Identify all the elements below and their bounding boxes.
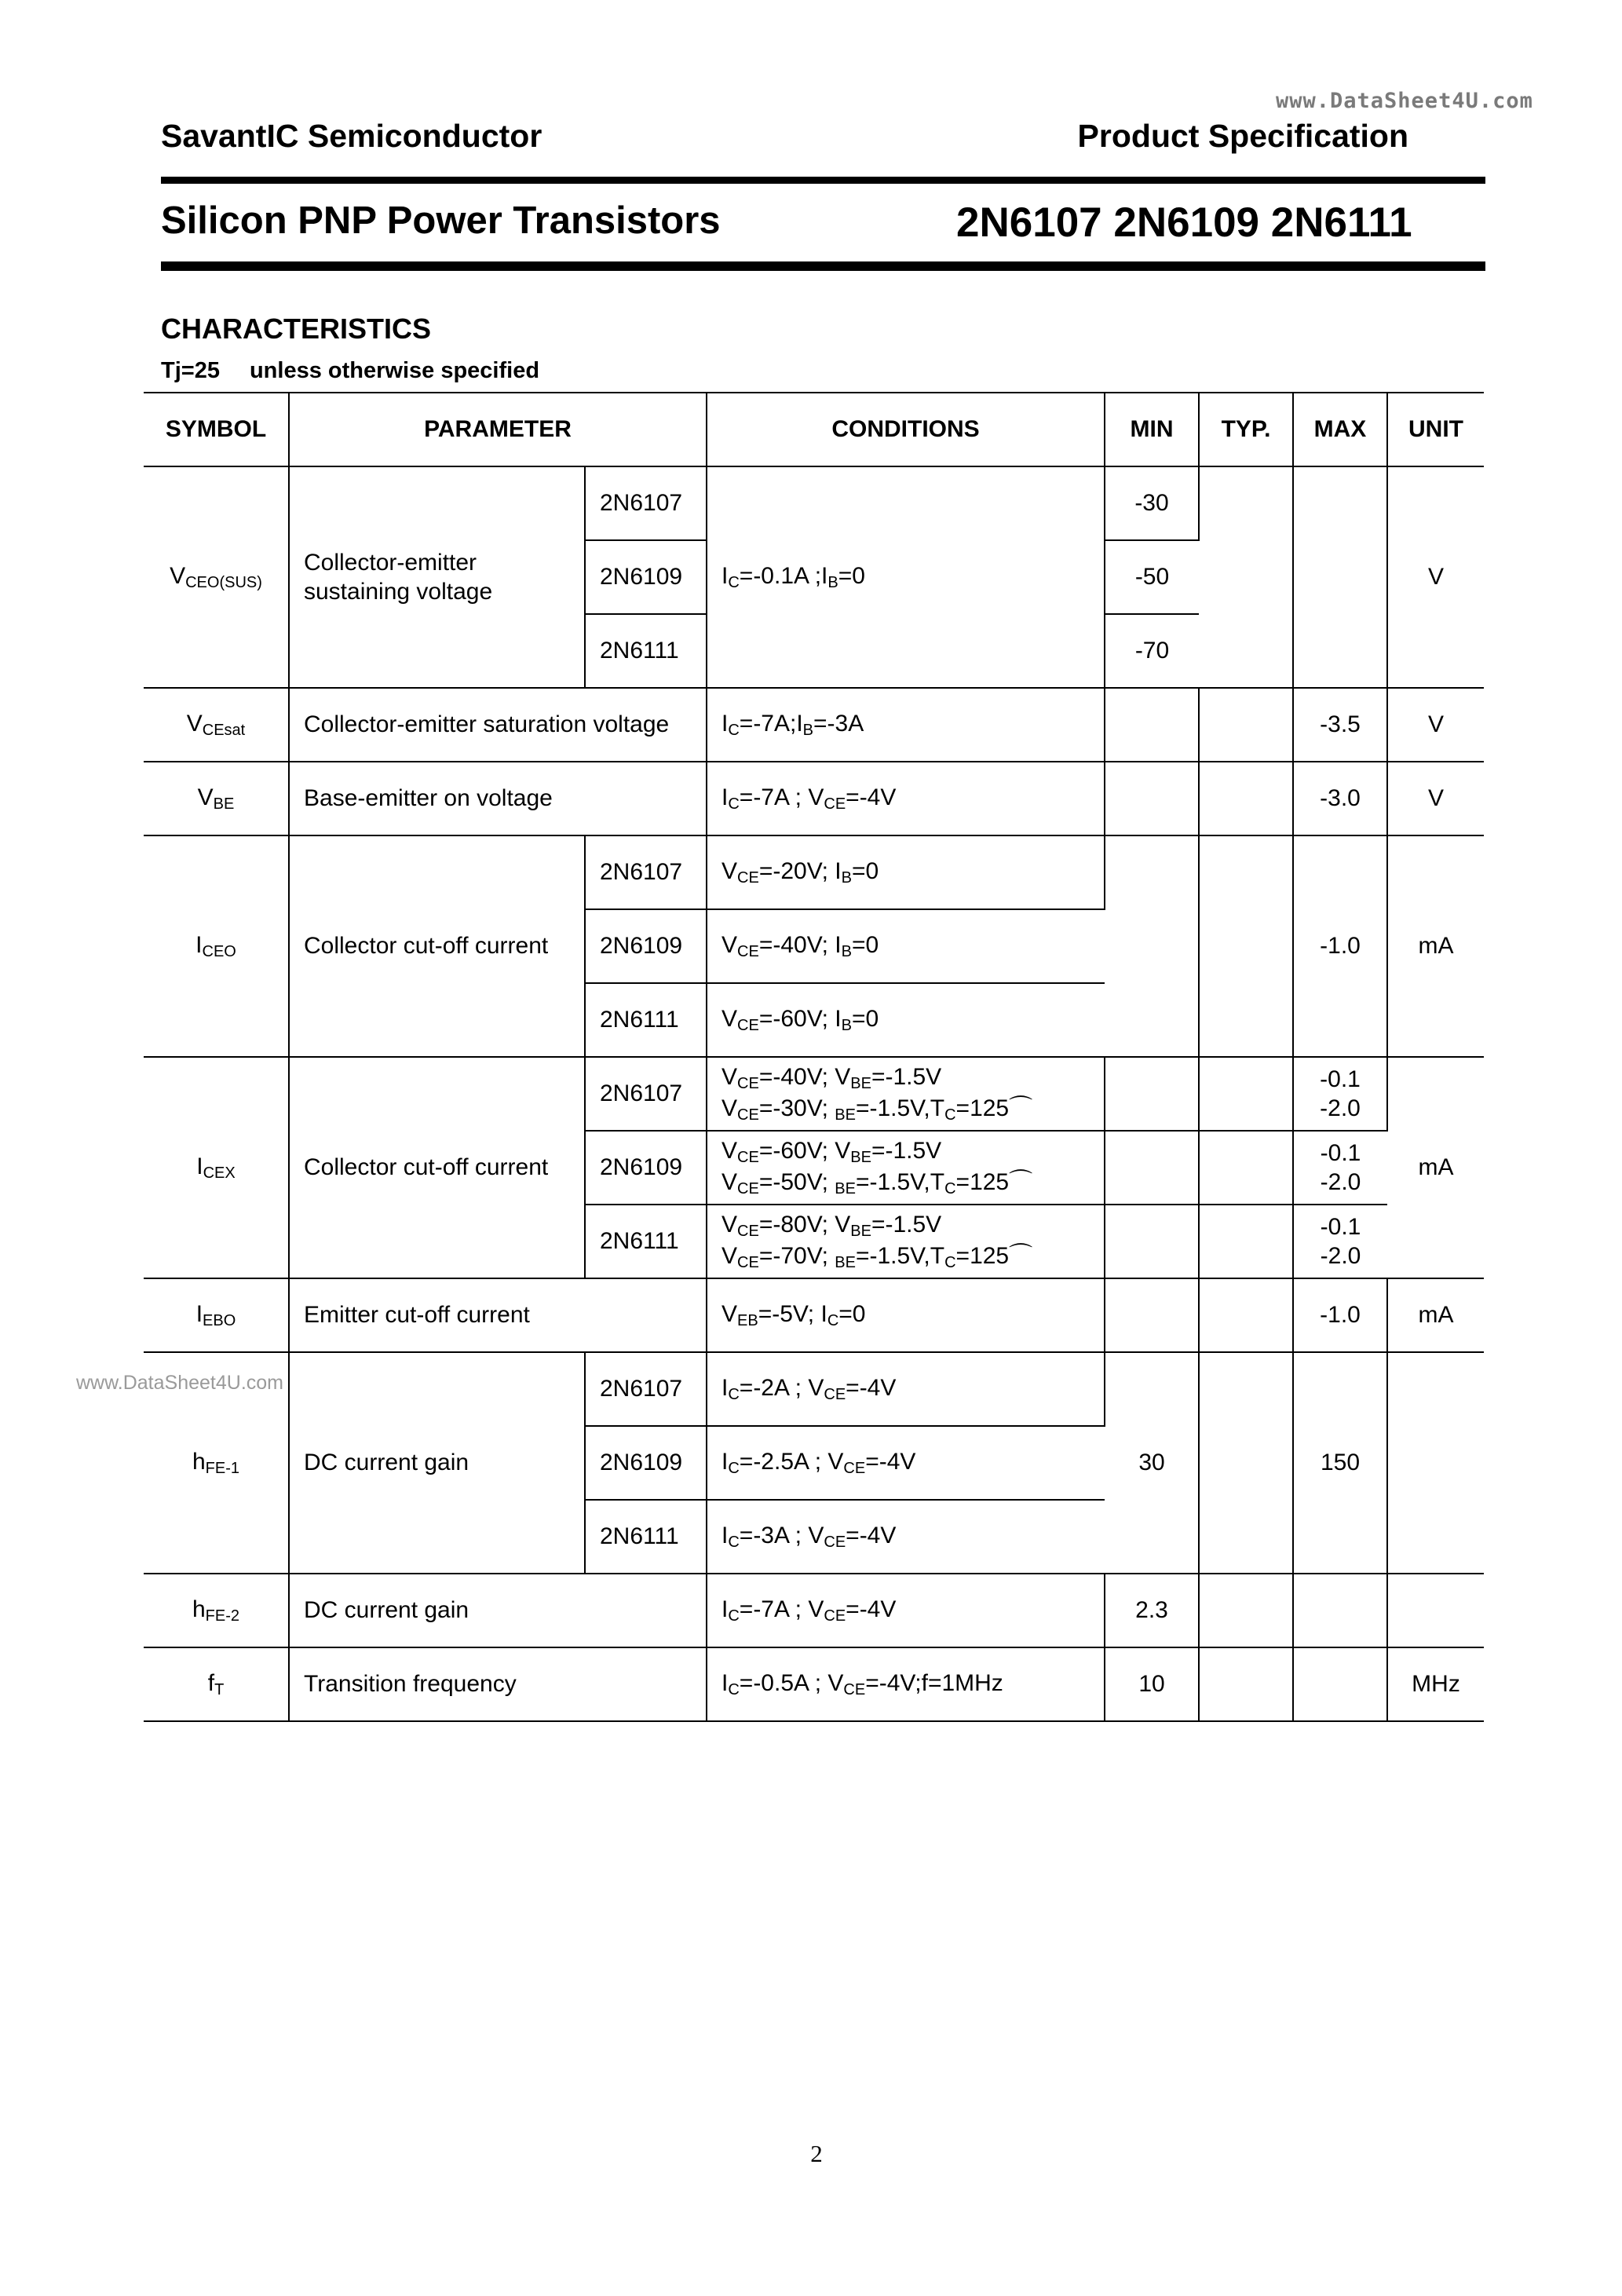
header-unit: UNIT	[1387, 393, 1484, 466]
table-header-row	[144, 393, 1484, 466]
title-rule	[161, 261, 1485, 271]
part-cell: 2N6109	[585, 909, 707, 983]
min-cell: -70	[1105, 614, 1199, 688]
max-cell	[1293, 1574, 1387, 1647]
min-cell	[1105, 835, 1199, 1057]
table-row	[144, 1647, 1484, 1721]
header-conditions: CONDITIONS	[707, 393, 1105, 466]
max-cell: -0.1 -2.0	[1293, 1131, 1387, 1205]
symbol-cell: $I_{CEO}$	[144, 835, 289, 1057]
parameter-cell: Collector cut-off current	[289, 835, 585, 1057]
typ-cell	[1199, 1278, 1293, 1352]
part-cell: 2N6107	[585, 835, 707, 909]
parameter-cell: Collector cut-off current	[289, 1057, 585, 1278]
table-row	[144, 762, 1484, 835]
max-cell	[1293, 466, 1387, 688]
table-row	[144, 688, 1484, 762]
min-cell	[1105, 688, 1199, 762]
section-title: CHARACTERISTICS	[161, 313, 432, 345]
typ-cell	[1199, 1352, 1293, 1574]
min-cell: -30	[1105, 466, 1199, 540]
min-cell	[1105, 1131, 1199, 1205]
typ-cell	[1199, 688, 1293, 762]
min-cell	[1105, 1205, 1199, 1278]
min-cell	[1105, 762, 1199, 835]
header-typ: TYP.	[1199, 393, 1293, 466]
part-cell: 2N6107	[585, 1057, 707, 1131]
part-cell: 2N6109	[585, 540, 707, 614]
parameter-cell: Collector-emitter sustaining voltage	[289, 466, 585, 688]
test-conditions	[161, 358, 539, 384]
part-cell: 2N6107	[585, 1352, 707, 1426]
part-cell: 2N6111	[585, 1500, 707, 1574]
header-rule	[161, 177, 1485, 184]
unit-cell: mA	[1387, 1278, 1484, 1352]
typ-cell	[1199, 1057, 1293, 1131]
typ-cell	[1199, 1647, 1293, 1721]
part-cell: 2N6107	[585, 466, 707, 540]
spec-label: Product Specification	[1077, 118, 1408, 154]
table-row	[144, 466, 1484, 540]
unit-cell: V	[1387, 762, 1484, 835]
watermark-top: www.DataSheet4U.com	[1276, 89, 1533, 113]
condition-cell: $I_C=-0.5A$ ; $V_{CE}=-4V;f=1MHz$	[707, 1647, 1105, 1721]
max-cell: -0.1 -2.0	[1293, 1057, 1387, 1131]
part-cell: 2N6111	[585, 983, 707, 1057]
page-number: 2	[810, 2140, 823, 2167]
condition-cell: $V_{EB}=-5V$; $I_C=0$	[707, 1278, 1105, 1352]
condition-cell: $V_{CE}=-20V$; $I_B=0$	[707, 835, 1105, 909]
symbol-cell: $V_{CEO(SUS)}$	[144, 466, 289, 688]
max-cell: -1.0	[1293, 1278, 1387, 1352]
unit-cell: MHz	[1387, 1647, 1484, 1721]
unit-cell: mA	[1387, 835, 1484, 1057]
condition-cell: $V_{CE}=-80V$; $V_{BE}=-1.5V$ $V_{CE}=-70V$; $_{BE}=-1.5V,T_C=125⌒$	[707, 1205, 1105, 1278]
table-row	[144, 835, 1484, 909]
parameter-cell: Emitter cut-off current	[289, 1278, 707, 1352]
table-row	[144, 1278, 1484, 1352]
unit-cell: V	[1387, 688, 1484, 762]
typ-cell	[1199, 1131, 1293, 1205]
table-row	[144, 1574, 1484, 1647]
unit-cell	[1387, 1352, 1484, 1574]
condition-cell: $V_{CE}=-40V$; $V_{BE}=-1.5V$ $V_{CE}=-30V$; $_{BE}=-1.5V,T_C=125⌒$	[707, 1057, 1105, 1131]
typ-cell	[1199, 835, 1293, 1057]
part-cell: 2N6109	[585, 1426, 707, 1500]
min-cell: 30	[1105, 1352, 1199, 1574]
typ-cell	[1199, 762, 1293, 835]
condition-cell: $V_{CE}=-40V$; $I_B=0$	[707, 909, 1105, 983]
unit-cell: V	[1387, 466, 1484, 688]
max-cell: -3.0	[1293, 762, 1387, 835]
symbol-cell: $I_{EBO}$	[144, 1278, 289, 1352]
typ-cell	[1199, 466, 1293, 688]
unit-cell	[1387, 1574, 1484, 1647]
typ-cell	[1199, 1205, 1293, 1278]
header-symbol: SYMBOL	[144, 393, 289, 466]
symbol-cell: $h_{FE-2}$	[144, 1574, 289, 1647]
symbol-cell: $h_{FE-1}$	[144, 1352, 289, 1574]
condition-cell: $I_C=-7A;I_B=-3A$	[707, 688, 1105, 762]
condition-cell: $I_C=-2.5A$ ; $V_{CE}=-4V$	[707, 1426, 1105, 1500]
min-cell: 2.3	[1105, 1574, 1199, 1647]
typ-cell	[1199, 1574, 1293, 1647]
min-cell: 10	[1105, 1647, 1199, 1721]
part-cell: 2N6109	[585, 1131, 707, 1205]
document-title: Silicon PNP Power Transistors	[161, 199, 721, 242]
company-name: SavantIC Semiconductor	[161, 118, 542, 154]
header-min: MIN	[1105, 393, 1199, 466]
min-cell	[1105, 1278, 1199, 1352]
max-cell: -3.5	[1293, 688, 1387, 762]
table-row	[144, 1057, 1484, 1131]
max-cell: -1.0	[1293, 835, 1387, 1057]
part-cell: 2N6111	[585, 1205, 707, 1278]
characteristics-table	[144, 392, 1484, 1722]
condition-cell: $I_C=-3A$ ; $V_{CE}=-4V$	[707, 1500, 1105, 1574]
max-cell: 150	[1293, 1352, 1387, 1574]
header-max: MAX	[1293, 393, 1387, 466]
parameter-cell: DC current gain	[289, 1574, 707, 1647]
condition-cell: $I_C=-7A$ ; $V_{CE}=-4V$	[707, 1574, 1105, 1647]
header-parameter: PARAMETER	[289, 393, 707, 466]
part-cell: 2N6111	[585, 614, 707, 688]
max-cell	[1293, 1647, 1387, 1721]
part-numbers: 2N6107 2N6109 2N6111	[956, 199, 1412, 246]
parameter-cell: Base-emitter on voltage	[289, 762, 707, 835]
table-row	[144, 1352, 1484, 1426]
symbol-cell: $V_{BE}$	[144, 762, 289, 835]
unit-cell: mA	[1387, 1057, 1484, 1278]
parameter-cell: Transition frequency	[289, 1647, 707, 1721]
condition-cell: $I_C=-2A$ ; $V_{CE}=-4V$	[707, 1352, 1105, 1426]
symbol-cell: $f_T$	[144, 1647, 289, 1721]
symbol-cell: $V_{CEsat}$	[144, 688, 289, 762]
parameter-cell: Collector-emitter saturation voltage	[289, 688, 707, 762]
temp-condition: Tj=25	[161, 358, 220, 383]
min-cell: -50	[1105, 540, 1199, 614]
condition-cell: $V_{CE}=-60V$; $I_B=0$	[707, 983, 1105, 1057]
min-cell	[1105, 1057, 1199, 1131]
condition-note: unless otherwise specified	[249, 358, 540, 383]
condition-cell: $V_{CE}=-60V$; $V_{BE}=-1.5V$ $V_{CE}=-50V$; $_{BE}=-1.5V,T_C=125⌒$	[707, 1131, 1105, 1205]
max-cell: -0.1 -2.0	[1293, 1205, 1387, 1278]
parameter-cell: DC current gain	[289, 1352, 585, 1574]
symbol-cell: $I_{CEX}$	[144, 1057, 289, 1278]
condition-cell: $I_C=-7A$ ; $V_{CE}=-4V$	[707, 762, 1105, 835]
condition-cell: $I_C=-0.1A$ $;I_B=0$	[707, 466, 1105, 688]
watermark-mid: www.DataSheet4U.com	[76, 1372, 284, 1394]
